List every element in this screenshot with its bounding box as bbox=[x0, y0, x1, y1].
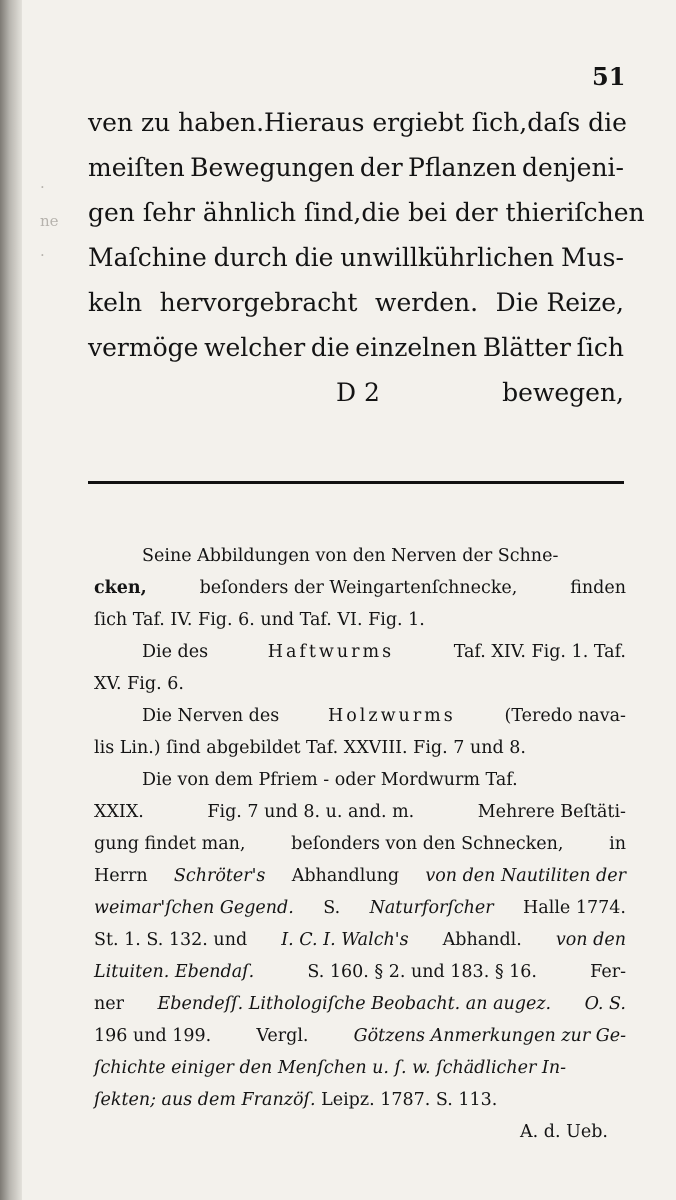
page-number: 51 bbox=[592, 62, 626, 91]
binding-shadow bbox=[0, 0, 22, 1200]
text-line: keln hervorgebracht werden. Die Reize, bbox=[88, 288, 624, 317]
note-line: Herrn Schröter's Abhandlung von den Nautiliten der bbox=[94, 866, 626, 886]
translator-credit: A. d. Ueb. bbox=[520, 1122, 608, 1142]
note-line: 196 und 199. Vergl. Götzens Anmerkungen zur Ge- bbox=[94, 1026, 626, 1046]
note-line: cken, beſonders der Weingartenſchnecke, finden bbox=[94, 578, 626, 598]
note-line: lis Lin.) ſind abgebildet Taf. XXVIII. Fig. 7 und 8. bbox=[94, 738, 526, 758]
note-line: Die von dem Pfriem - oder Mordwurm Taf. bbox=[142, 770, 518, 790]
signature-line bbox=[88, 378, 624, 423]
main-text bbox=[88, 108, 645, 423]
note-line: Seine Abbildungen von den Nerven der Schne- bbox=[142, 546, 559, 566]
footnotes bbox=[94, 540, 626, 1148]
note-line: ſich Taf. IV. Fig. 6. und Taf. VI. Fig. 1. bbox=[94, 610, 425, 630]
note-line: Die Nerven des Holzwurms (Teredo nava- bbox=[142, 706, 626, 726]
signature-mark: D 2 bbox=[336, 378, 380, 407]
note-line: ſchichte einiger den Menſchen u. ſ. w. ſchädlicher In- bbox=[94, 1058, 567, 1078]
footnote-divider bbox=[88, 481, 624, 484]
note-line: ſekten; aus dem Franzöſ. Leipz. 1787. S. 113. bbox=[94, 1090, 498, 1110]
text-line: Maſchine durch die unwillkührlichen Mus- bbox=[88, 243, 624, 272]
note-line: St. 1. S. 132. und I. C. I. Walch's Abhandl. von den bbox=[94, 930, 626, 950]
note-line: Lituiten. Ebendaſ. S. 160. § 2. und 183. § 16. Fer- bbox=[94, 962, 626, 982]
gutter-marks: · ne · bbox=[40, 178, 59, 264]
text-line: gen ſehr ähnlich ſind, die bei der thieriſchen bbox=[88, 198, 645, 227]
text-line: vermöge welcher die einzelnen Blätter ſich bbox=[88, 333, 624, 362]
text-line: ven zu haben. Hieraus ergiebt ſich, daſs die bbox=[88, 108, 627, 137]
catchword: bewegen, bbox=[502, 378, 624, 407]
text-line: meiſten Bewegungen der Pflanzen denjeni- bbox=[88, 153, 624, 182]
note-line: Die des Haftwurms Taf. XIV. Fig. 1. Taf. bbox=[142, 642, 626, 662]
note-line: weimar'ſchen Gegend. S. Naturforſcher Halle 1774. bbox=[94, 898, 626, 918]
note-line: XV. Fig. 6. bbox=[94, 674, 184, 694]
note-line: gung findet man, beſonders von den Schnecken, in bbox=[94, 834, 626, 854]
note-line: ner Ebendeſſ. Lithologiſche Beobacht. an augez. O. S. bbox=[94, 994, 626, 1014]
note-line: XXIX. Fig. 7 und 8. u. and. m. Mehrere Beſtäti- bbox=[94, 802, 626, 822]
